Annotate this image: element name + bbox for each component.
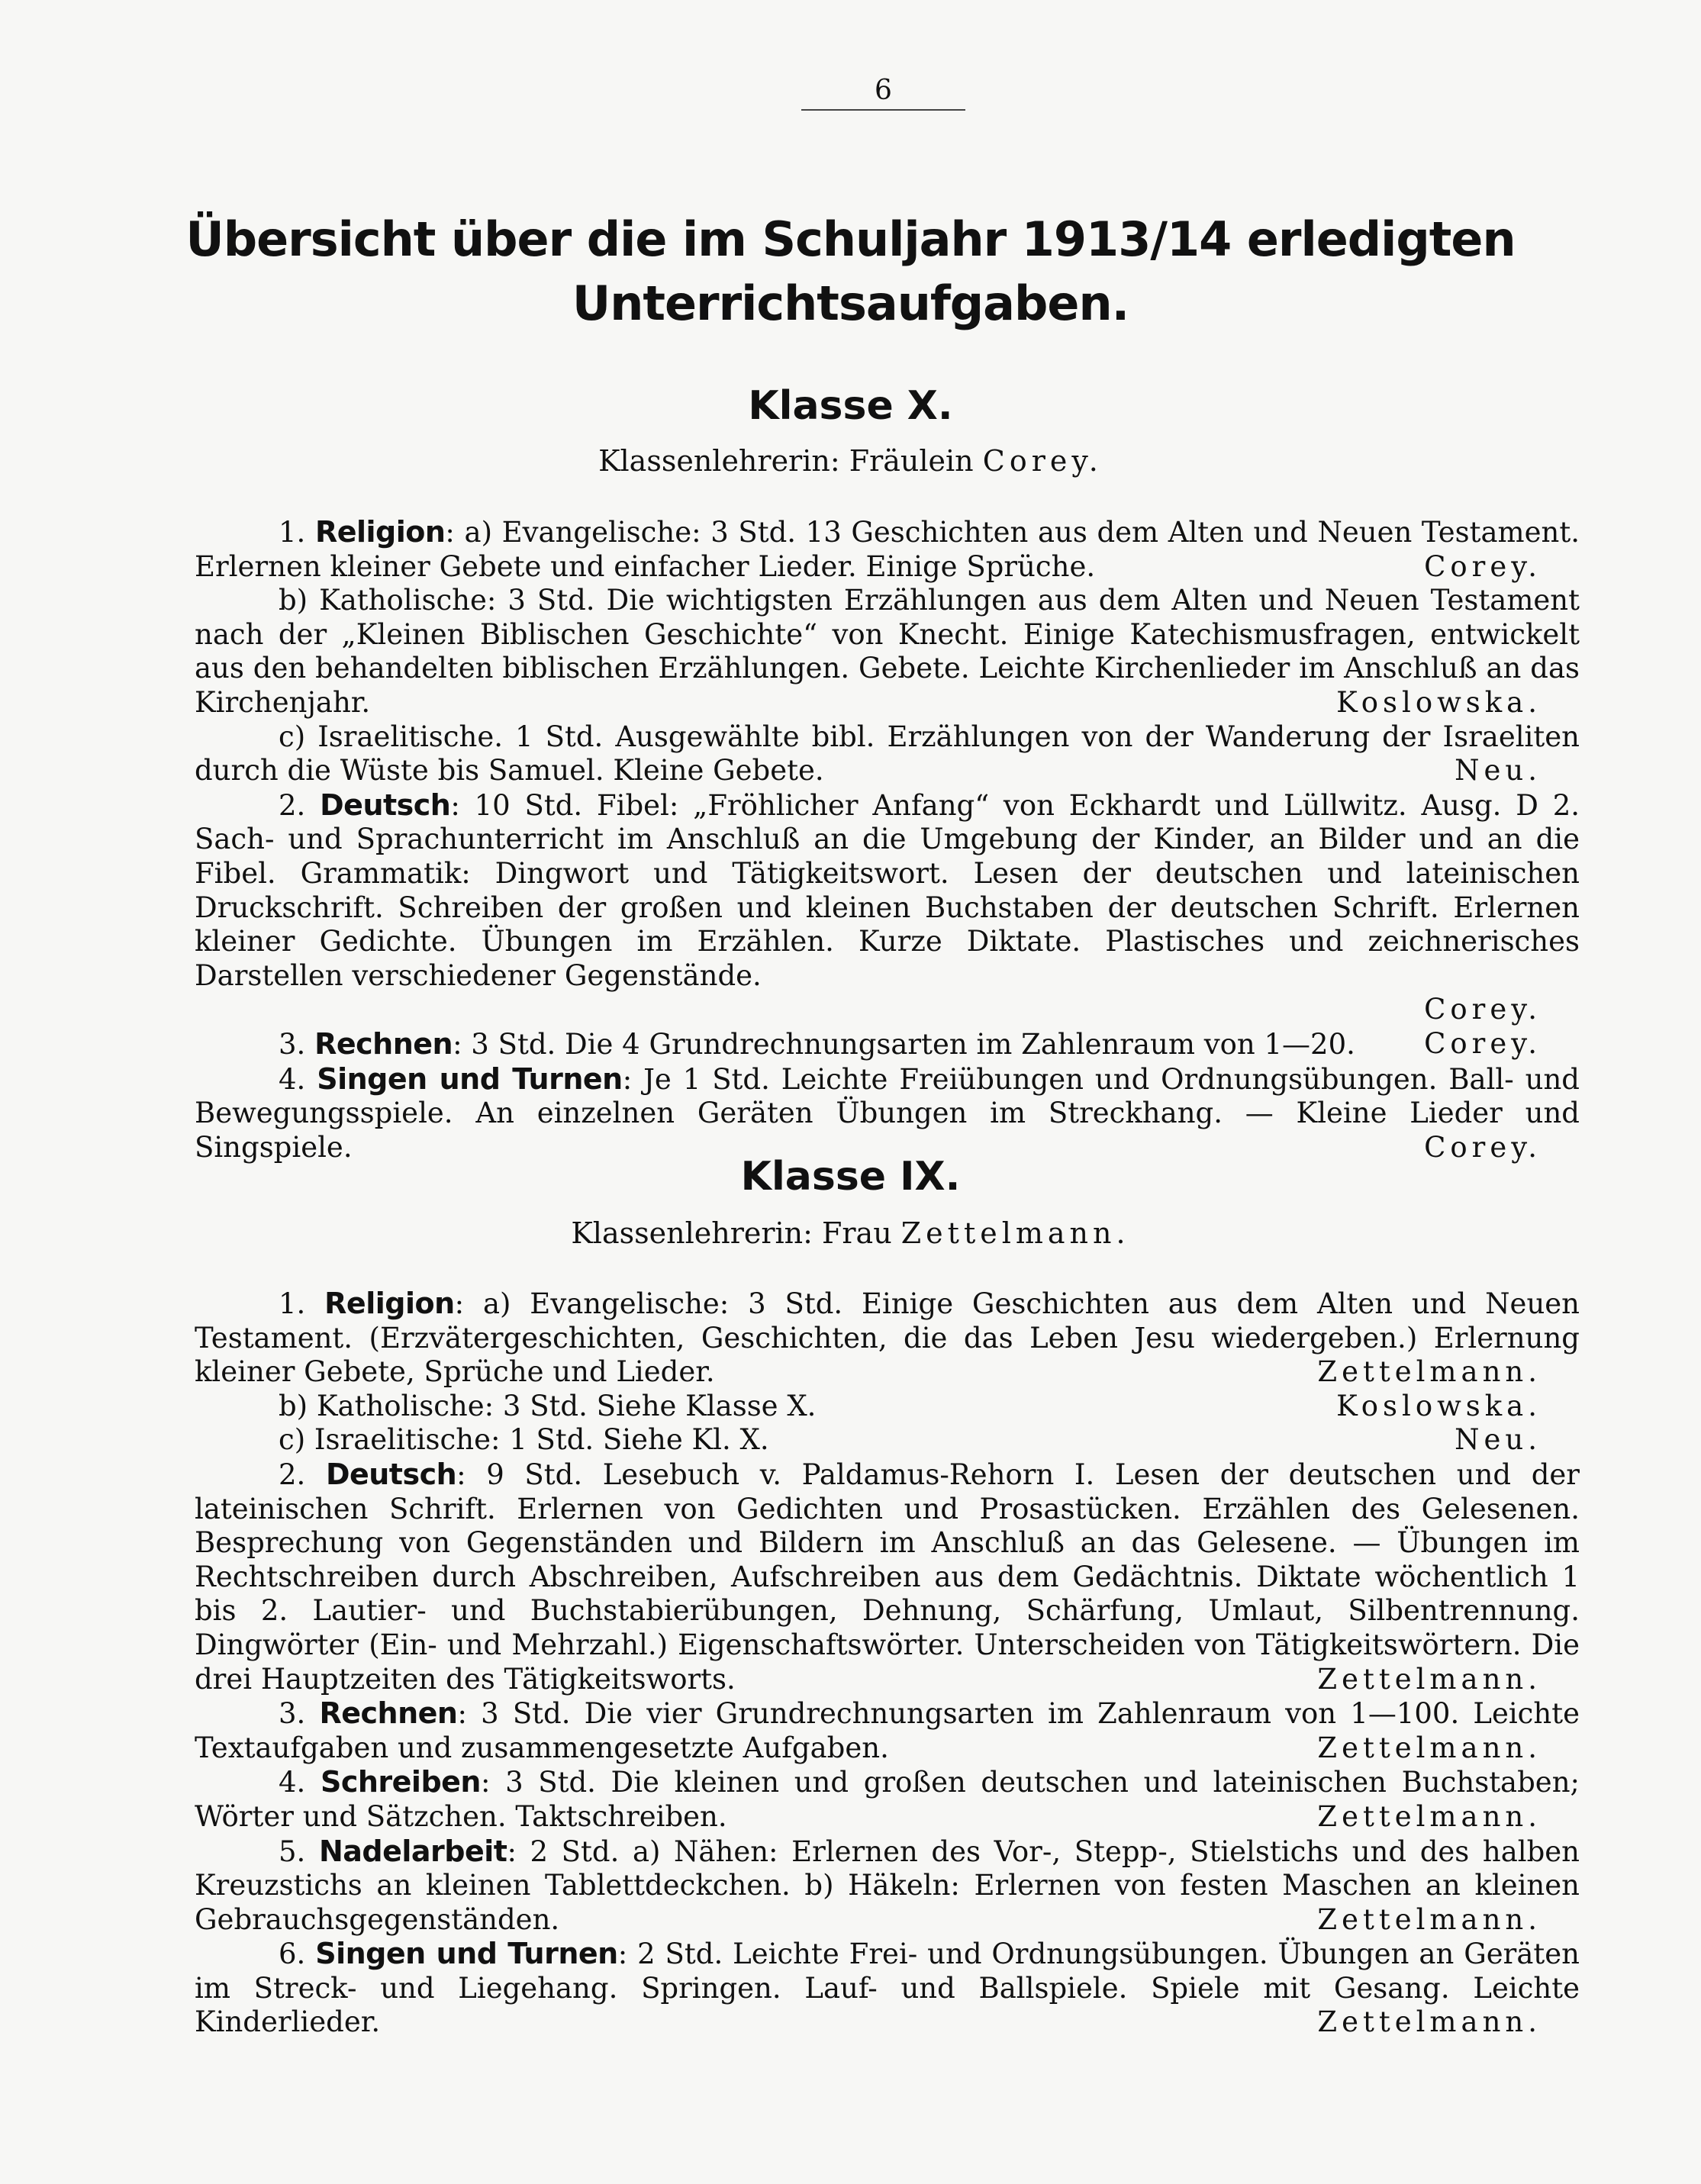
item-text: : 2 Std. a) Nähen: Erlernen des Vor-, Stepp-, Stielstichs und des halben Kreuzstichs an kleinen Tablettdeckchen. b) Häkeln: Erlernen von festen Maschen an kleinen Gebrauchsgegenständen.: [195, 1834, 1580, 1936]
list-item: [195, 1423, 1580, 1458]
item-number: 2.: [279, 788, 306, 822]
list-item: [195, 1834, 1580, 1938]
subject-name: Schreiben: [320, 1765, 481, 1799]
item-teacher: Zettelmann.: [1317, 1799, 1542, 1833]
item-teacher: Neu.: [1455, 754, 1542, 788]
item-text: : 3 Std. Die vier Grundrechnungsarten im Zahlenraum von 1—100. Leichte Textaufgaben und zusammengesetzte Aufgaben.: [195, 1697, 1580, 1764]
class-teacher-label: Klassenlehrerin: Fräulein: [598, 444, 974, 478]
class-teacher-line-klasse-x: [0, 444, 1701, 478]
class-teacher-name: Zettelmann.: [900, 1216, 1130, 1250]
subject-name: Singen und Turnen: [315, 1937, 618, 1971]
list-item: [195, 1390, 1580, 1424]
list-item: [195, 1458, 1580, 1696]
item-text: : 10 Std. Fibel: „Fröhlicher Anfang“ von Eckhardt und Lüllwitz. Ausg. D 2. Sach- und Sprachunterricht im Anschluß an die Umgebung der Kinder, an Bilder und an die Fibel. Grammatik: Dingwort und Tätigkeitswort. Lesen der deutschen und lateinischen Druckschrift. Schreiben der großen und kleinen Buchstaben der deutschen Schrift. Erlernen kleiner Gedichte. Übungen im Erzählen. Kurze Diktate. Plastisches und zeichnerisches Darstellen verschiedener Gegenstände.: [195, 788, 1580, 992]
item-teacher: Corey.: [1424, 993, 1542, 1026]
item-text: : 2 Std. Leichte Frei- und Ordnungsübungen. Übungen an Geräten im Streck- und Liegehang. Springen. Lauf- und Ballspiele. Spiele mit Gesang. Leichte Kinderlieder.: [195, 1938, 1580, 2039]
item-teacher: Corey.: [1424, 1130, 1542, 1164]
item-text: : Je 1 Std. Leichte Freiübungen und Ordnungsübungen. Ball- und Bewegungsspiele. An einzelnen Geräten Übungen im Streckhang. — Kleine Lieder und Singspiele.: [195, 1062, 1580, 1164]
item-teacher: Zettelmann.: [1317, 1731, 1542, 1764]
class-teacher-label: Klassenlehrerin: Frau: [571, 1216, 892, 1250]
item-teacher: Koslowska.: [1336, 685, 1542, 719]
list-item: [195, 1027, 1580, 1062]
list-item: [195, 1765, 1580, 1834]
list-item: [195, 788, 1580, 1027]
subject-name: Religion: [314, 515, 446, 549]
page-title: [153, 208, 1548, 336]
item-text: c) Israelitische: 1 Std. Siehe Kl. X.: [279, 1423, 769, 1457]
item-teacher: Corey.: [1424, 549, 1542, 583]
subject-name: Religion: [324, 1287, 455, 1320]
item-number: 5.: [279, 1834, 306, 1868]
item-teacher: Zettelmann.: [1317, 1355, 1542, 1389]
section-body-klasse-x: [195, 515, 1580, 1164]
list-item: [195, 584, 1580, 720]
subject-name: Singen und Turnen: [317, 1061, 623, 1096]
subject-name: Rechnen: [314, 1026, 453, 1061]
item-teacher: Zettelmann.: [1317, 1902, 1542, 1936]
list-item: [195, 1287, 1580, 1390]
list-item: [195, 1696, 1580, 1765]
item-teacher: Neu.: [1455, 1423, 1542, 1457]
subject-name: Deutsch: [325, 1457, 457, 1491]
item-number: 3.: [279, 1027, 306, 1061]
list-item: [195, 515, 1580, 584]
item-text: b) Katholische: 3 Std. Siehe Klasse X.: [279, 1389, 817, 1422]
title-line-2: Unterrichtsaufgaben.: [572, 275, 1129, 331]
item-text: b) Katholische: 3 Std. Die wichtigsten Erzählungen aus dem Alten und Neuen Testament nach der „Kleinen Biblischen Geschichte“ von Knecht. Einige Katechismusfragen, entwickelt aus den behandelten biblischen Erzählungen. Gebete. Leichte Kirchenlieder im Anschluß an das Kirchenjahr.: [195, 584, 1580, 719]
section-body-klasse-ix: [195, 1287, 1580, 2040]
class-teacher-line-klasse-ix: [0, 1216, 1701, 1250]
item-teacher: Koslowska.: [1336, 1389, 1542, 1422]
item-number: 4.: [279, 1062, 306, 1096]
item-number: 1.: [279, 1287, 306, 1320]
list-item: [195, 720, 1580, 788]
item-teacher: Zettelmann.: [1317, 2005, 1542, 2039]
item-number: 4.: [279, 1766, 306, 1799]
item-text: : 3 Std. Die 4 Grundrechnungsarten im Zahlenraum von 1—20.: [453, 1027, 1355, 1061]
item-number: 3.: [279, 1697, 306, 1731]
class-teacher-name: Corey.: [982, 444, 1103, 478]
subject-name: Deutsch: [320, 788, 451, 822]
item-text: : 3 Std. Die kleinen und großen deutschen und lateinischen Buchstaben; Wörter und Sätzchen. Taktschreiben.: [195, 1766, 1580, 1833]
page-number: 6: [801, 75, 965, 111]
item-number: 6.: [279, 1938, 306, 1971]
title-line-1: Übersicht über die im Schuljahr 1913/14 erledigten: [185, 211, 1516, 267]
subject-name: Rechnen: [319, 1696, 458, 1731]
list-item: [195, 1062, 1580, 1165]
item-text: c) Israelitische. 1 Std. Ausgewählte bibl. Erzählungen von der Wanderung der Israeliten durch die Wüste bis Samuel. Kleine Gebete.: [195, 720, 1580, 788]
item-text: : a) Evangelische: 3 Std. Einige Geschichten aus dem Alten und Neuen Testament. (Erzvätergeschichten, Geschichten, die das Leben Jesu wiedergeben.) Erlernung kleiner Gebete, Sprüche und Lieder.: [195, 1287, 1580, 1389]
section-heading-klasse-x: Klasse X.: [748, 383, 953, 429]
item-text: : a) Evangelische: 3 Std. 13 Geschichten aus dem Alten und Neuen Testament. Erlernen kleiner Gebete und einfacher Lieder. Einige Sprüche.: [195, 516, 1580, 583]
section-heading-klasse-ix: Klasse IX.: [740, 1154, 961, 1200]
item-number: 2.: [279, 1458, 306, 1491]
item-teacher: Corey.: [1424, 1026, 1542, 1060]
subject-name: Nadelarbeit: [318, 1834, 507, 1868]
item-number: 1.: [279, 516, 306, 549]
list-item: [195, 1937, 1580, 2040]
item-text: : 9 Std. Lesebuch v. Paldamus-Rehorn I. Lesen der deutschen und der lateinischen Schrift. Erlernen von Gedichten und Prosastücken. Erzählen des Gelesenen. Besprechung von Gegenständen und Bildern im Anschluß an das Gelesene. — Übungen im Rechtschreiben durch Abschreiben, Aufschreiben aus dem Gedächtnis. Diktate wöchentlich 1 bis 2. Lautier- und Buchstabierübungen, Dehnung, Schärfung, Umlaut, Silbentrennung. Dingwörter (Ein- und Mehrzahl.) Eigenschaftswörter. Unterscheiden von Tätigkeitswörtern. Die drei Hauptzeiten des Tätigkeitsworts.: [195, 1458, 1580, 1696]
item-teacher: Zettelmann.: [1317, 1662, 1542, 1696]
